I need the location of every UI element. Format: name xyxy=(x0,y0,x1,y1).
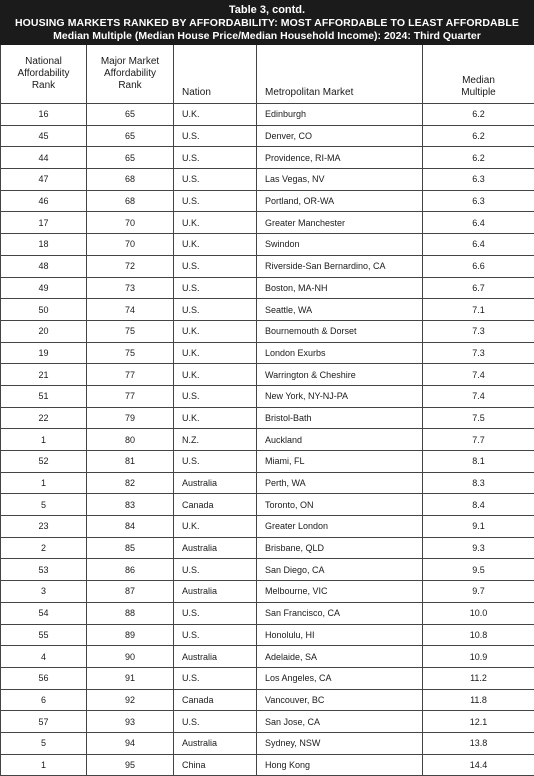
national-rank-cell: 5 xyxy=(1,732,87,754)
median-multiple-cell: 14.4 xyxy=(423,754,534,776)
national-rank-cell: 48 xyxy=(1,255,87,277)
major-rank-cell: 82 xyxy=(87,472,174,494)
nation-cell: U.S. xyxy=(174,277,257,299)
nation-cell: U.S. xyxy=(174,169,257,191)
table-row xyxy=(1,472,534,494)
col-header-major-market-rank xyxy=(87,45,174,104)
median-multiple-cell: 11.8 xyxy=(423,689,534,711)
median-multiple-cell: 8.3 xyxy=(423,472,534,494)
major-rank-cell: 86 xyxy=(87,559,174,581)
table-row xyxy=(1,190,534,212)
major-rank-cell: 77 xyxy=(87,385,174,407)
nation-cell: U.S. xyxy=(174,559,257,581)
median-multiple-cell: 7.3 xyxy=(423,320,534,342)
header-text: Metropolitan Market xyxy=(265,87,353,98)
major-rank-cell: 70 xyxy=(87,212,174,234)
major-rank-cell: 93 xyxy=(87,711,174,733)
table-row xyxy=(1,299,534,321)
median-multiple-cell: 7.1 xyxy=(423,299,534,321)
nation-cell: U.S. xyxy=(174,602,257,624)
nation-cell: China xyxy=(174,754,257,776)
median-multiple-cell: 6.3 xyxy=(423,190,534,212)
table-row xyxy=(1,516,534,538)
table-row xyxy=(1,494,534,516)
national-rank-cell: 47 xyxy=(1,169,87,191)
nation-cell: U.K. xyxy=(174,212,257,234)
national-rank-cell: 3 xyxy=(1,581,87,603)
median-multiple-cell: 7.4 xyxy=(423,364,534,386)
metro-cell: Vancouver, BC xyxy=(257,689,423,711)
table-row xyxy=(1,169,534,191)
metro-cell: Warrington & Cheshire xyxy=(257,364,423,386)
metro-cell: Bournemouth & Dorset xyxy=(257,320,423,342)
table-row xyxy=(1,320,534,342)
metro-cell: Los Angeles, CA xyxy=(257,667,423,689)
national-rank-cell: 16 xyxy=(1,104,87,126)
major-rank-cell: 77 xyxy=(87,364,174,386)
major-rank-cell: 65 xyxy=(87,104,174,126)
metro-cell: Seattle, WA xyxy=(257,299,423,321)
header-text: Multiple xyxy=(461,87,495,98)
national-rank-cell: 52 xyxy=(1,451,87,473)
major-rank-cell: 74 xyxy=(87,299,174,321)
table-row xyxy=(1,451,534,473)
national-rank-cell: 50 xyxy=(1,299,87,321)
national-rank-cell: 54 xyxy=(1,602,87,624)
table-row xyxy=(1,385,534,407)
major-rank-cell: 72 xyxy=(87,255,174,277)
major-rank-cell: 75 xyxy=(87,342,174,364)
major-rank-cell: 79 xyxy=(87,407,174,429)
nation-cell: U.S. xyxy=(174,711,257,733)
nation-cell: N.Z. xyxy=(174,429,257,451)
nation-cell: U.K. xyxy=(174,342,257,364)
national-rank-cell: 49 xyxy=(1,277,87,299)
nation-cell: Canada xyxy=(174,494,257,516)
metro-cell: Edinburgh xyxy=(257,104,423,126)
nation-cell: Australia xyxy=(174,537,257,559)
national-rank-cell: 2 xyxy=(1,537,87,559)
table-row xyxy=(1,234,534,256)
table-title: HOUSING MARKETS RANKED BY AFFORDABILITY: MOST AFFORDABLE TO LEAST AFFORDABLE xyxy=(0,17,534,30)
metro-cell: Miami, FL xyxy=(257,451,423,473)
metro-cell: Boston, MA-NH xyxy=(257,277,423,299)
national-rank-cell: 18 xyxy=(1,234,87,256)
median-multiple-cell: 9.1 xyxy=(423,516,534,538)
metro-cell: Portland, OR-WA xyxy=(257,190,423,212)
major-rank-cell: 75 xyxy=(87,320,174,342)
metro-cell: London Exurbs xyxy=(257,342,423,364)
header-text: Affordability xyxy=(104,68,156,79)
table-row xyxy=(1,407,534,429)
metro-cell: Las Vegas, NV xyxy=(257,169,423,191)
national-rank-cell: 19 xyxy=(1,342,87,364)
nation-cell: Canada xyxy=(174,689,257,711)
national-rank-cell: 45 xyxy=(1,125,87,147)
table-row xyxy=(1,277,534,299)
table-number: Table 3, contd. xyxy=(0,4,534,17)
table-row xyxy=(1,667,534,689)
header-row xyxy=(1,45,534,104)
nation-cell: U.S. xyxy=(174,385,257,407)
major-rank-cell: 95 xyxy=(87,754,174,776)
national-rank-cell: 53 xyxy=(1,559,87,581)
metro-cell: San Jose, CA xyxy=(257,711,423,733)
median-multiple-cell: 11.2 xyxy=(423,667,534,689)
nation-cell: U.K. xyxy=(174,364,257,386)
metro-cell: Greater Manchester xyxy=(257,212,423,234)
median-multiple-cell: 6.4 xyxy=(423,212,534,234)
nation-cell: U.K. xyxy=(174,104,257,126)
nation-cell: U.K. xyxy=(174,234,257,256)
metro-cell: Providence, RI-MA xyxy=(257,147,423,169)
major-rank-cell: 81 xyxy=(87,451,174,473)
median-multiple-cell: 8.4 xyxy=(423,494,534,516)
nation-cell: U.S. xyxy=(174,255,257,277)
metro-cell: Bristol-Bath xyxy=(257,407,423,429)
major-rank-cell: 90 xyxy=(87,646,174,668)
median-multiple-cell: 7.4 xyxy=(423,385,534,407)
metro-cell: Honolulu, HI xyxy=(257,624,423,646)
col-header-national-rank xyxy=(1,45,87,104)
table-row xyxy=(1,342,534,364)
median-multiple-cell: 13.8 xyxy=(423,732,534,754)
metro-cell: San Francisco, CA xyxy=(257,602,423,624)
major-rank-cell: 83 xyxy=(87,494,174,516)
median-multiple-cell: 7.3 xyxy=(423,342,534,364)
table-subtitle: Median Multiple (Median House Price/Median Household Income): 2024: Third Quarter xyxy=(0,30,534,43)
metro-cell: Denver, CO xyxy=(257,125,423,147)
nation-cell: U.S. xyxy=(174,147,257,169)
nation-cell: U.S. xyxy=(174,125,257,147)
median-multiple-cell: 12.1 xyxy=(423,711,534,733)
median-multiple-cell: 6.3 xyxy=(423,169,534,191)
table-row xyxy=(1,754,534,776)
metro-cell: Brisbane, QLD xyxy=(257,537,423,559)
national-rank-cell: 22 xyxy=(1,407,87,429)
major-rank-cell: 65 xyxy=(87,147,174,169)
table-row xyxy=(1,255,534,277)
metro-cell: Hong Kong xyxy=(257,754,423,776)
table-row xyxy=(1,624,534,646)
major-rank-cell: 80 xyxy=(87,429,174,451)
affordability-table xyxy=(0,45,534,776)
col-header-nation xyxy=(174,45,257,104)
median-multiple-cell: 7.5 xyxy=(423,407,534,429)
median-multiple-cell: 10.8 xyxy=(423,624,534,646)
major-rank-cell: 87 xyxy=(87,581,174,603)
national-rank-cell: 17 xyxy=(1,212,87,234)
median-multiple-cell: 6.4 xyxy=(423,234,534,256)
header-text: Nation xyxy=(182,87,211,98)
nation-cell: U.K. xyxy=(174,407,257,429)
table-row xyxy=(1,559,534,581)
header-text: Rank xyxy=(118,80,141,91)
table-row xyxy=(1,429,534,451)
major-rank-cell: 92 xyxy=(87,689,174,711)
major-rank-cell: 84 xyxy=(87,516,174,538)
major-rank-cell: 89 xyxy=(87,624,174,646)
nation-cell: U.K. xyxy=(174,320,257,342)
metro-cell: Riverside-San Bernardino, CA xyxy=(257,255,423,277)
major-rank-cell: 88 xyxy=(87,602,174,624)
table-row xyxy=(1,212,534,234)
major-rank-cell: 85 xyxy=(87,537,174,559)
metro-cell: New York, NY-NJ-PA xyxy=(257,385,423,407)
national-rank-cell: 55 xyxy=(1,624,87,646)
median-multiple-cell: 9.3 xyxy=(423,537,534,559)
median-multiple-cell: 10.9 xyxy=(423,646,534,668)
national-rank-cell: 56 xyxy=(1,667,87,689)
table-row xyxy=(1,732,534,754)
major-rank-cell: 65 xyxy=(87,125,174,147)
national-rank-cell: 20 xyxy=(1,320,87,342)
nation-cell: U.S. xyxy=(174,667,257,689)
metro-cell: Swindon xyxy=(257,234,423,256)
national-rank-cell: 1 xyxy=(1,754,87,776)
table-row xyxy=(1,711,534,733)
table-body xyxy=(1,104,534,776)
nation-cell: U.S. xyxy=(174,299,257,321)
median-multiple-cell: 9.5 xyxy=(423,559,534,581)
nation-cell: U.S. xyxy=(174,624,257,646)
col-header-median-multiple xyxy=(423,45,534,104)
nation-cell: U.S. xyxy=(174,451,257,473)
national-rank-cell: 6 xyxy=(1,689,87,711)
table-row xyxy=(1,581,534,603)
metro-cell: Auckland xyxy=(257,429,423,451)
nation-cell: U.K. xyxy=(174,516,257,538)
header-text: Median xyxy=(462,75,495,86)
nation-cell: Australia xyxy=(174,472,257,494)
median-multiple-cell: 7.7 xyxy=(423,429,534,451)
major-rank-cell: 94 xyxy=(87,732,174,754)
median-multiple-cell: 6.2 xyxy=(423,147,534,169)
national-rank-cell: 44 xyxy=(1,147,87,169)
national-rank-cell: 57 xyxy=(1,711,87,733)
national-rank-cell: 1 xyxy=(1,429,87,451)
metro-cell: Adelaide, SA xyxy=(257,646,423,668)
median-multiple-cell: 9.7 xyxy=(423,581,534,603)
col-header-metropolitan-market xyxy=(257,45,423,104)
median-multiple-cell: 6.7 xyxy=(423,277,534,299)
nation-cell: Australia xyxy=(174,581,257,603)
median-multiple-cell: 6.2 xyxy=(423,125,534,147)
national-rank-cell: 21 xyxy=(1,364,87,386)
median-multiple-cell: 8.1 xyxy=(423,451,534,473)
major-rank-cell: 68 xyxy=(87,190,174,212)
major-rank-cell: 68 xyxy=(87,169,174,191)
metro-cell: Greater London xyxy=(257,516,423,538)
table-row xyxy=(1,537,534,559)
table-row xyxy=(1,364,534,386)
table-title-banner xyxy=(0,0,534,45)
metro-cell: Toronto, ON xyxy=(257,494,423,516)
national-rank-cell: 23 xyxy=(1,516,87,538)
major-rank-cell: 91 xyxy=(87,667,174,689)
nation-cell: Australia xyxy=(174,646,257,668)
metro-cell: San Diego, CA xyxy=(257,559,423,581)
table-row xyxy=(1,602,534,624)
table-row xyxy=(1,147,534,169)
national-rank-cell: 4 xyxy=(1,646,87,668)
national-rank-cell: 51 xyxy=(1,385,87,407)
nation-cell: U.S. xyxy=(174,190,257,212)
major-rank-cell: 73 xyxy=(87,277,174,299)
major-rank-cell: 70 xyxy=(87,234,174,256)
header-text: Affordability xyxy=(17,68,69,79)
national-rank-cell: 46 xyxy=(1,190,87,212)
median-multiple-cell: 6.2 xyxy=(423,104,534,126)
nation-cell: Australia xyxy=(174,732,257,754)
national-rank-cell: 1 xyxy=(1,472,87,494)
table-row xyxy=(1,104,534,126)
metro-cell: Perth, WA xyxy=(257,472,423,494)
metro-cell: Melbourne, VIC xyxy=(257,581,423,603)
header-text: Major Market xyxy=(101,56,159,67)
median-multiple-cell: 10.0 xyxy=(423,602,534,624)
metro-cell: Sydney, NSW xyxy=(257,732,423,754)
table-row xyxy=(1,646,534,668)
header-text: National xyxy=(25,56,62,67)
header-text: Rank xyxy=(32,80,55,91)
national-rank-cell: 5 xyxy=(1,494,87,516)
table-row xyxy=(1,125,534,147)
median-multiple-cell: 6.6 xyxy=(423,255,534,277)
table-row xyxy=(1,689,534,711)
